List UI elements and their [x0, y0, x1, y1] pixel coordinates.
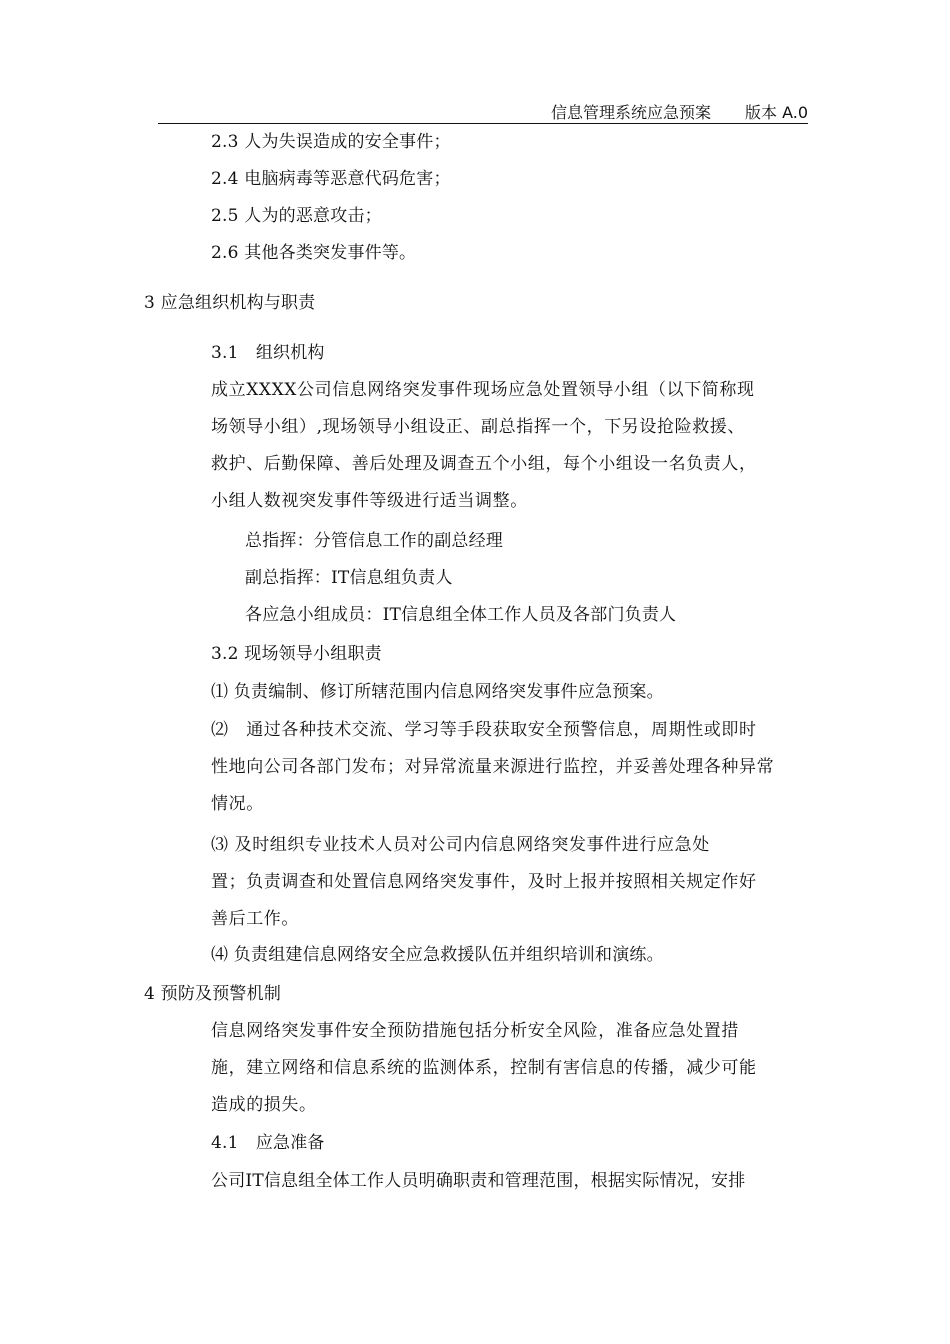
paragraph-line: 信息网络突发事件安全预防措施包括分析安全风险，准备应急处置措: [211, 1021, 739, 1041]
header-version: 版本 A.0: [745, 103, 809, 122]
members-line: 各应急小组成员：IT信息组全体工作人员及各部门负责人: [245, 605, 677, 625]
duty-4: ⑷ 负责组建信息网络安全应急救援队伍并组织培训和演练。: [211, 945, 664, 965]
paragraph-line: 场领导小组）,现场领导小组设正、副总指挥一个，下另设抢险救援、: [211, 417, 746, 437]
section-3-1-paragraph: [211, 372, 811, 520]
item-2-4: 2.4 电脑病毒等恶意代码危害；: [211, 169, 451, 189]
section-3-1-heading: 3.1 组织机构: [211, 343, 325, 363]
vice-commander-line: 副总指挥：IT信息组负责人: [245, 568, 453, 588]
paragraph-line: 成立XXXX公司信息网络突发事件现场应急处置领导小组（以下简称现: [211, 380, 755, 400]
paragraph-line: ⑵ 通过各种技术交流、学习等手段获取安全预警信息，周期性或即时: [211, 720, 757, 740]
paragraph-line: 小组人数视突发事件等级进行适当调整。: [211, 491, 528, 511]
paragraph-line: 性地向公司各部门发布；对异常流量来源进行监控，并妥善处理各种异常: [211, 757, 775, 777]
commander-line: 总指挥：分管信息工作的副总经理: [245, 531, 503, 551]
page-header: [0, 0, 950, 130]
duty-3: [211, 827, 811, 938]
item-2-5: 2.5 人为的恶意攻击；: [211, 206, 382, 226]
section-3-2-heading: 3.2 现场领导小组职责: [211, 644, 382, 664]
paragraph-line: ⑶ 及时组织专业技术人员对公司内信息网络突发事件进行应急处: [211, 835, 710, 855]
paragraph-line: 造成的损失。: [211, 1095, 317, 1115]
paragraph-line: 施，建立网络和信息系统的监测体系，控制有害信息的传播，减少可能: [211, 1058, 757, 1078]
section-3-heading: 3 应急组织机构与职责: [144, 293, 316, 313]
section-4-1-paragraph: 公司IT信息组全体工作人员明确职责和管理范围，根据实际情况，安排: [211, 1171, 746, 1191]
header-title: 信息管理系统应急预案: [551, 103, 712, 122]
duty-1: ⑴ 负责编制、修订所辖范围内信息网络突发事件应急预案。: [211, 682, 664, 702]
header-rule: [158, 123, 808, 124]
section-4-1-heading: 4.1 应急准备: [211, 1133, 325, 1153]
section-4-heading: 4 预防及预警机制: [144, 984, 282, 1004]
section-4-paragraph: [211, 1013, 811, 1124]
paragraph-line: 救护、后勤保障、善后处理及调查五个小组，每个小组设一名负责人，: [211, 454, 757, 474]
item-2-6: 2.6 其他各类突发事件等。: [211, 243, 417, 263]
item-2-3: 2.3 人为失误造成的安全事件；: [211, 132, 451, 152]
paragraph-line: 善后工作。: [211, 909, 299, 929]
paragraph-line: 情况。: [211, 794, 264, 814]
paragraph-line: 置；负责调查和处置信息网络突发事件，及时上报并按照相关规定作好: [211, 872, 757, 892]
duty-2: [211, 712, 811, 823]
